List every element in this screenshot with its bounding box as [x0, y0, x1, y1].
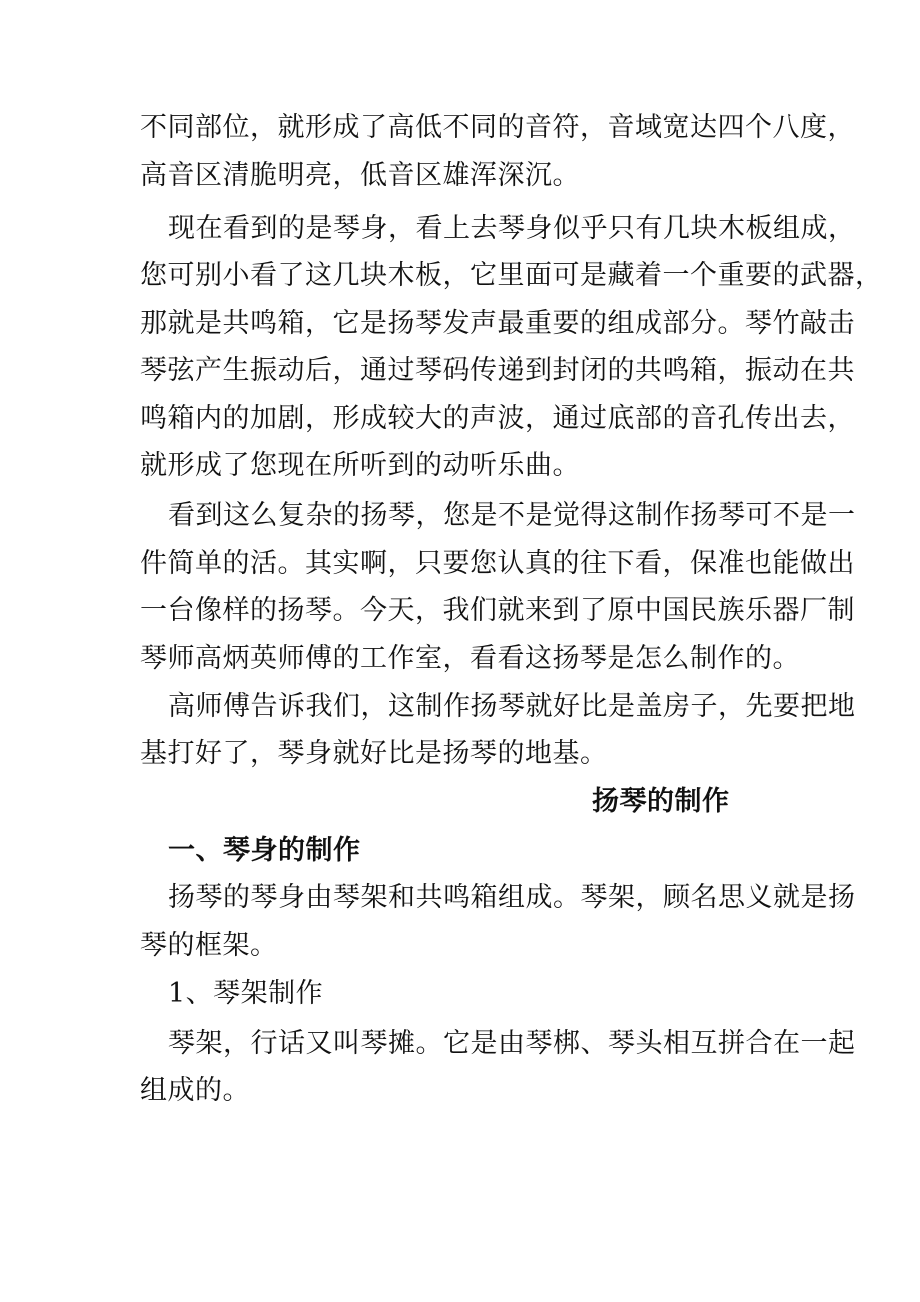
- text-line-18: 琴的框架。: [140, 930, 278, 961]
- text-line-14: 基打好了，琴身就好比是扬琴的地基。: [140, 738, 608, 769]
- text-line-17: 扬琴的琴身由琴架和共鸣箱组成。琴架，顾名思义就是扬: [168, 882, 856, 913]
- section-heading-1: 一、琴身的制作: [168, 835, 361, 866]
- text-line-9: 看到这么复杂的扬琴，您是不是觉得这制作扬琴可不是一: [168, 500, 856, 531]
- text-line-3: 现在看到的是琴身，看上去琴身似乎只有几块木板组成，: [168, 213, 856, 244]
- text-line-2: 高音区清脆明亮，低音区雄浑深沉。: [140, 160, 580, 191]
- text-line-20: 琴架，行话又叫琴摊。它是由琴梆、琴头相互拼合在一起: [168, 1028, 856, 1059]
- text-line-13: 高师傅告诉我们，这制作扬琴就好比是盖房子，先要把地: [168, 691, 856, 722]
- text-line-6: 琴弦产生振动后，通过琴码传递到封闭的共鸣箱，振动在共: [140, 355, 855, 386]
- text-line-4: 您可别小看了这几块木板，它里面可是藏着一个重要的武器，: [140, 260, 883, 291]
- text-line-7: 鸣箱内的加剧，形成较大的声波，通过底部的音孔传出去，: [140, 403, 855, 434]
- text-line-12: 琴师高炳英师傅的工作室，看看这扬琴是怎么制作的。: [140, 643, 800, 674]
- text-line-1: 不同部位，就形成了高低不同的音符，音域宽达四个八度，: [140, 112, 855, 143]
- subsection-heading-1: 1、琴架制作: [168, 978, 324, 1009]
- text-line-21: 组成的。: [140, 1075, 250, 1106]
- section-title: 扬琴的制作: [592, 786, 730, 817]
- text-line-5: 那就是共鸣箱，它是扬琴发声最重要的组成部分。琴竹敲击: [140, 308, 855, 339]
- text-line-10: 件简单的活。其实啊，只要您认真的往下看，保准也能做出: [140, 548, 855, 579]
- text-line-8: 就形成了您现在所听到的动听乐曲。: [140, 450, 580, 481]
- text-line-11: 一台像样的扬琴。今天，我们就来到了原中国民族乐器厂制: [140, 595, 855, 626]
